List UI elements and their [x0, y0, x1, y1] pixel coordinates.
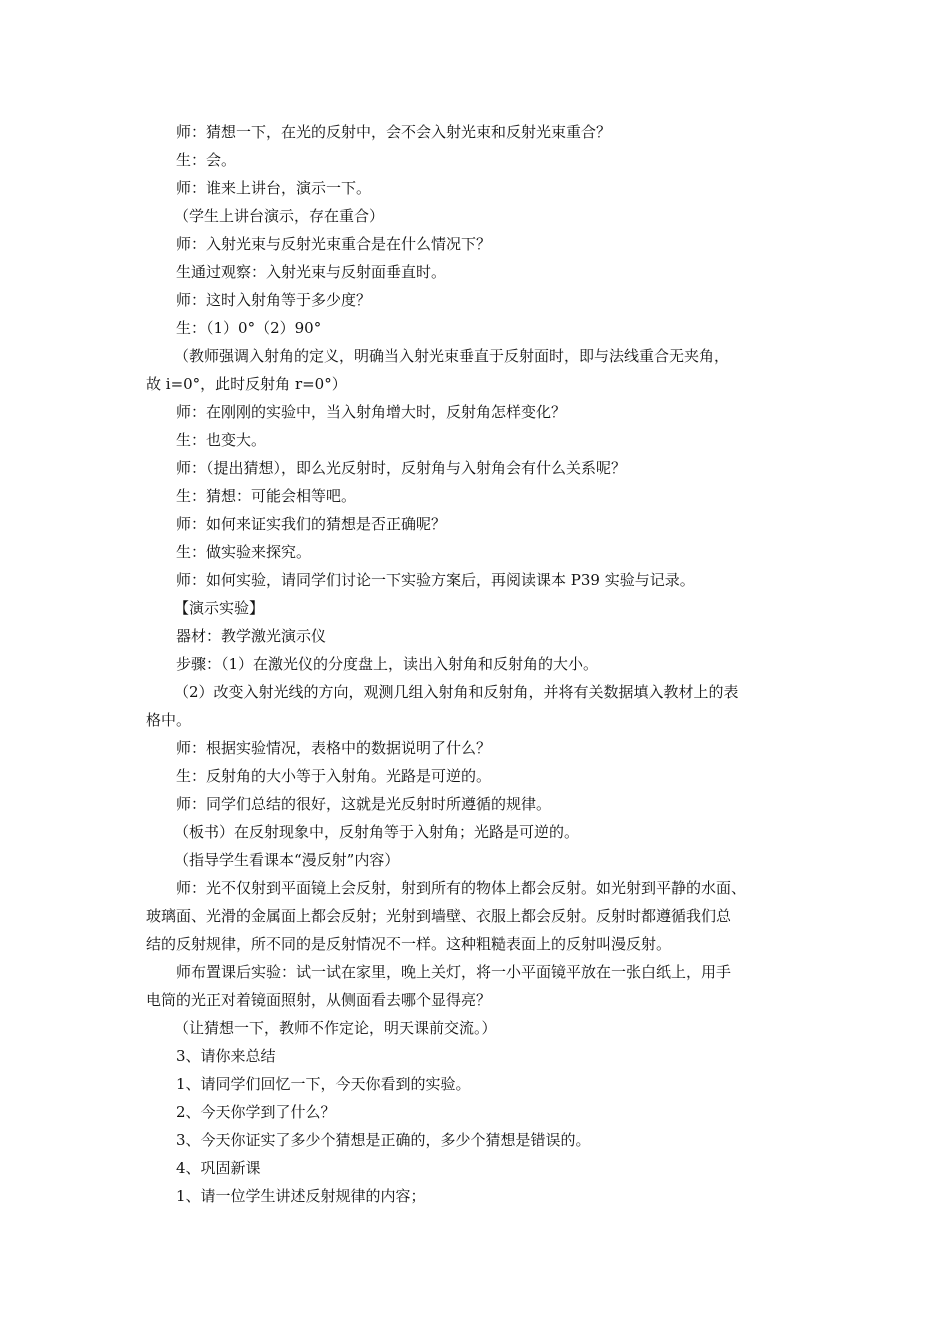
text-line: 师布置课后实验：试一试在家里，晚上关灯，将一小平面镜平放在一张白纸上，用手 [176, 963, 732, 981]
section-heading: 4、巩固新课 [176, 1159, 261, 1177]
text-line: 师：在刚刚的实验中，当入射角增大时，反射角怎样变化？ [176, 403, 567, 421]
text-line: 师：光不仅射到平面镜上会反射，射到所有的物体上都会反射。如光射到平静的水面、 [176, 879, 747, 897]
text-line: 师：同学们总结的很好，这就是光反射时所遵循的规律。 [176, 795, 552, 813]
text-line: （2）改变入射光线的方向，观测几组入射角和反射角，并将有关数据填入教材上的表 [174, 683, 739, 701]
list-item: 3、今天你证实了多少个猜想是正确的，多少个猜想是错误的。 [176, 1131, 591, 1149]
text-line: 生：也变大。 [176, 431, 267, 449]
list-item: 2、今天你学到了什么？ [176, 1103, 336, 1121]
text-line: 格中。 [146, 711, 192, 729]
text-line: 步骤：（1）在激光仪的分度盘上，读出入射角和反射角的大小。 [176, 655, 599, 673]
text-line: 师：入射光束与反射光束重合是在什么情况下？ [176, 235, 492, 253]
text-line: 生：做实验来探究。 [176, 543, 312, 561]
text-line: 结的反射规律，所不同的是反射情况不一样。这种粗糙表面上的反射叫漫反射。 [146, 935, 672, 953]
list-item: 1、请一位学生讲述反射规律的内容； [176, 1187, 426, 1205]
section-heading: 【演示实验】 [174, 599, 265, 617]
text-line: （指导学生看课本“漫反射”内容） [174, 851, 400, 869]
text-line: 故 i=0°，此时反射角 r=0°） [146, 375, 347, 393]
section-heading: 3、请你来总结 [176, 1047, 276, 1065]
text-line: （教师强调入射角的定义，明确当入射光束垂直于反射面时，即与法线重合无夹角， [174, 347, 730, 365]
text-line: 师：猜想一下，在光的反射中，会不会入射光束和反射光束重合？ [176, 123, 612, 141]
text-line: 师：这时入射角等于多少度？ [176, 291, 372, 309]
text-line: 生：猜想：可能会相等吧。 [176, 487, 357, 505]
text-line: 生：（1）0°（2）90° [176, 319, 322, 337]
text-line: （板书）在反射现象中，反射角等于入射角；光路是可逆的。 [174, 823, 580, 841]
text-line: 生：会。 [176, 151, 237, 169]
text-line: 生通过观察：入射光束与反射面垂直时。 [176, 263, 447, 281]
text-line: （学生上讲台演示，存在重合） [174, 207, 385, 225]
document-body [146, 118, 810, 1210]
text-line: 器材：教学激光演示仪 [176, 627, 327, 645]
text-line: 师：如何实验，请同学们讨论一下实验方案后，再阅读课本 P39 实验与记录。 [176, 571, 695, 589]
text-line: 师：（提出猜想），即么光反射时，反射角与入射角会有什么关系呢？ [176, 459, 627, 477]
text-line: 玻璃面、光滑的金属面上都会反射；光射到墙壁、衣服上都会反射。反射时都遵循我们总 [146, 907, 732, 925]
text-line: 师：根据实验情况，表格中的数据说明了什么？ [176, 739, 492, 757]
text-line: 师：谁来上讲台，演示一下。 [176, 179, 372, 197]
text-line: 师：如何来证实我们的猜想是否正确呢？ [176, 515, 447, 533]
list-item: 1、请同学们回忆一下，今天你看到的实验。 [176, 1075, 471, 1093]
text-line: 电筒的光正对着镜面照射，从侧面看去哪个显得亮？ [146, 991, 492, 1009]
text-line: 生：反射角的大小等于入射角。光路是可逆的。 [176, 767, 492, 785]
text-line: （让猜想一下，教师不作定论，明天课前交流。） [174, 1019, 497, 1037]
